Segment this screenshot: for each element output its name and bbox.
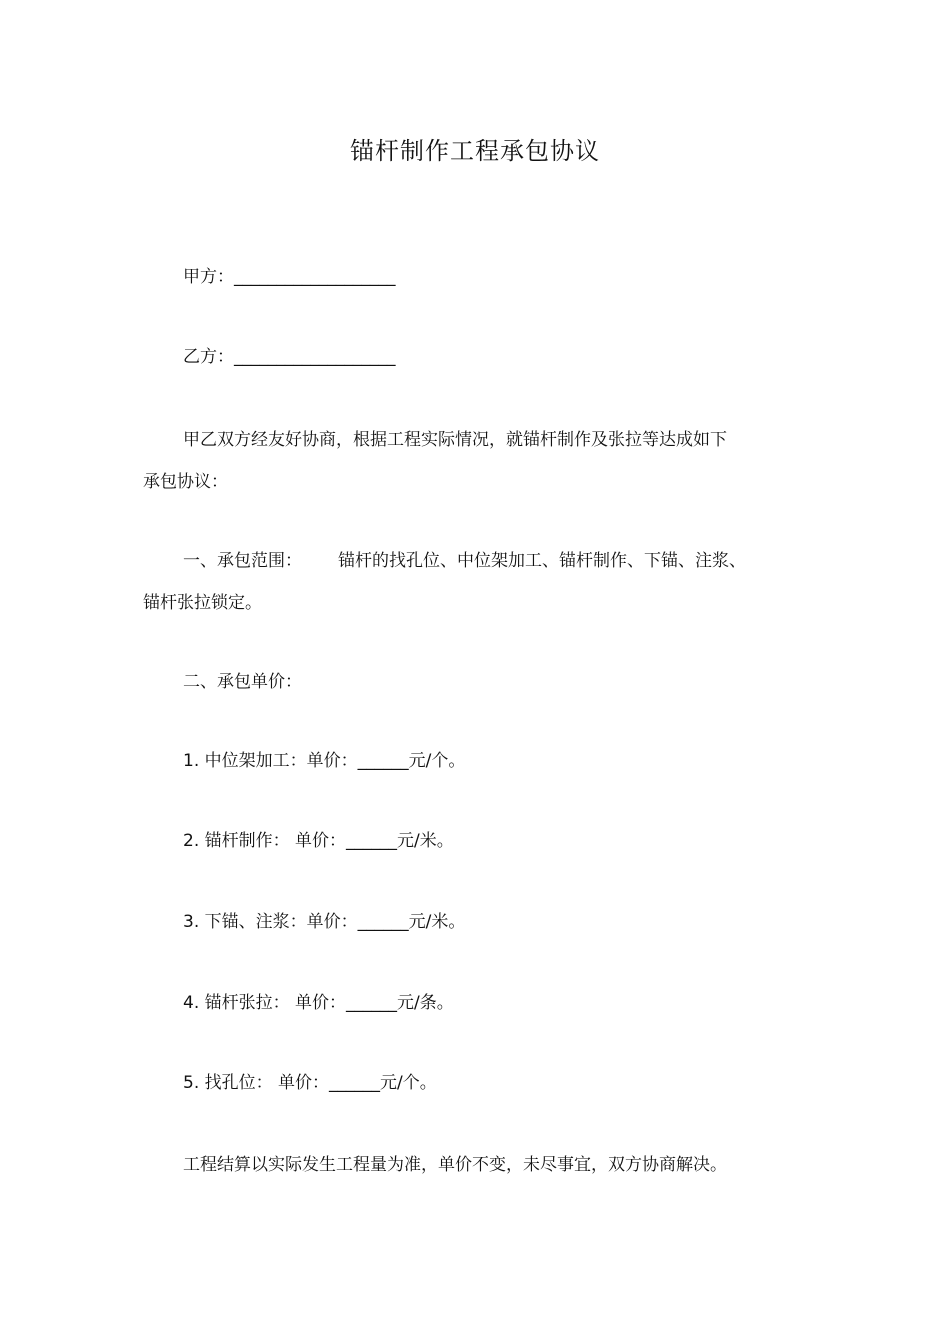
price-heading: 二、承包单价：	[183, 672, 302, 692]
settlement-paragraph: 工程结算以实际发生工程量为准，单价不变，未尽事宜，双方协商解决。	[183, 1155, 727, 1175]
price-item: 4. 锚杆张拉： 单价：______元/条。	[183, 993, 454, 1013]
price-item: 3. 下锚、注浆：单价：______元/米。	[183, 912, 466, 932]
document-title: 锚杆制作工程承包协议	[350, 137, 600, 165]
party-b-line: 乙方：___________________	[183, 347, 396, 367]
price-item: 5. 找孔位： 单价：______元/个。	[183, 1073, 437, 1093]
scope-text: 锚杆的找孔位、中位架加工、锚杆制作、下锚、注浆、	[338, 551, 746, 571]
intro-paragraph-line-2: 承包协议：	[143, 472, 228, 492]
intro-paragraph-line-1: 甲乙双方经友好协商，根据工程实际情况，就锚杆制作及张拉等达成如下	[183, 430, 727, 450]
price-item: 2. 锚杆制作： 单价：______元/米。	[183, 831, 454, 851]
price-item: 1. 中位架加工：单价：______元/个。	[183, 751, 466, 771]
scope-heading: 一、承包范围：	[183, 551, 302, 571]
scope-line-2: 锚杆张拉锁定。	[143, 593, 262, 613]
scope-line-1	[183, 549, 746, 573]
party-a-line: 甲方：___________________	[183, 267, 396, 287]
